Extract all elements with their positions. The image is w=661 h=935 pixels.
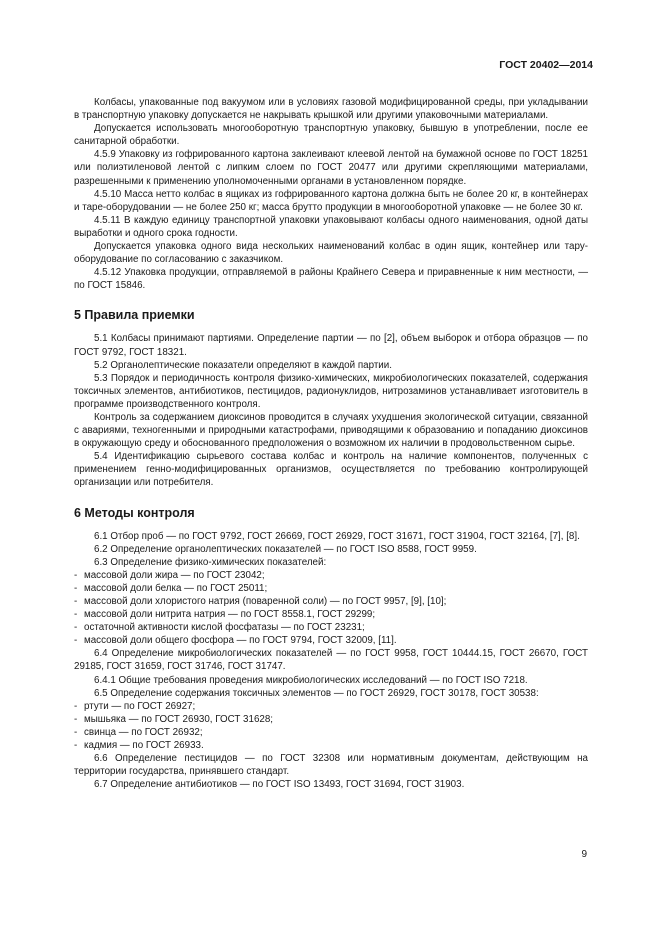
list-item: - кадмия — по ГОСТ 26933. <box>74 740 204 752</box>
list-item: - ртути — по ГОСТ 26927; <box>74 700 196 712</box>
section-5-heading: 5 Правила приемки <box>74 308 195 323</box>
clause-4-5-9: 4.5.9 Упаковку из гофрированного картона заклеивают клеевой лентой на бумажной основе по ГОСТ 18251 или полиэтиленовой лентой с липким слоем по ГОСТ 20477 или другими скрепляющими материалами, разрешенными к применению уполномоченными органами в установленном порядке. <box>74 149 588 187</box>
list-item: - мышьяка — по ГОСТ 26930, ГОСТ 31628; <box>74 713 274 725</box>
paragraph: Допускается использовать многооборотную транспортную упаковку, бывшую в употреблении, после ее санитарной обработки. <box>74 123 588 148</box>
page-content <box>74 96 588 791</box>
document-code: ГОСТ 20402—2014 <box>499 59 593 71</box>
list-item: - массовой доли хлористого натрия (поваренной соли) — по ГОСТ 9957, [9], [10]; <box>74 596 447 607</box>
list-6-5 <box>74 700 588 752</box>
list-item: - массовой доли белка — по ГОСТ 25011; <box>74 582 268 594</box>
list-6-3 <box>74 569 588 648</box>
list-item: - массовой доли жира — по ГОСТ 23042; <box>74 569 265 581</box>
list-item: - свинца — по ГОСТ 26932; <box>74 726 203 738</box>
clause-6-4: 6.4 Определение микробиологических показателей — по ГОСТ 9958, ГОСТ 10444.15, ГОСТ 26670, ГОСТ 29185, ГОСТ 31659, ГОСТ 31746, ГОСТ 31747. <box>74 648 588 673</box>
list-item: - остаточной активности кислой фосфатазы — по ГОСТ 23231; <box>74 622 365 634</box>
paragraph: Допускается упаковка одного вида нескольких наименований колбас в один ящик, контейнер или тару-оборудование по согласованию с заказчиком. <box>74 241 588 266</box>
list-item: - массовой доли нитрита натрия — по ГОСТ 8558.1, ГОСТ 29299; <box>74 609 376 621</box>
clause-6-6: 6.6 Определение пестицидов — по ГОСТ 32308 или нормативным документам, действующим на территории государства, принявшего стандарт. <box>74 753 588 778</box>
clause-5-2: 5.2 Органолептические показатели определяют в каждой партии. <box>94 359 392 371</box>
clause-6-1: 6.1 Отбор проб — по ГОСТ 9792, ГОСТ 26669, ГОСТ 26929, ГОСТ 31671, ГОСТ 31904, ГОСТ 32164, [7], [8]. <box>94 530 580 542</box>
clause-5-1: 5.1 Колбасы принимают партиями. Определение партии — по [2], объем выборок и отбора образцов — по ГОСТ 9792, ГОСТ 18321. <box>74 333 588 358</box>
page-number: 9 <box>581 849 587 860</box>
clause-6-3: 6.3 Определение физико-химических показателей: <box>94 556 327 568</box>
clause-4-5-10: 4.5.10 Масса нетто колбас в ящиках из гофрированного картона должна быть не более 20 кг, в контейнерах и таре-оборудовании — не более 250 кг; масса брутто продукции в многооборотной упаковке — не более 30 кг. <box>74 188 588 213</box>
clause-5-3: 5.3 Порядок и периодичность контроля физико-химических, микробиологических показателей, содержания токсичных элементов, антибиотиков, пестицидов, радионуклидов, нитрозаминов устанавливает изготовитель в программе производственного контроля. <box>74 372 588 410</box>
clause-6-4-1: 6.4.1 Общие требования проведения микробиологических исследований — по ГОСТ ISO 7218. <box>94 674 528 686</box>
clause-5-4: 5.4 Идентификацию сырьевого состава колбас и контроль на наличие компонентов, полученных с применением генно-модифицированных организмов, осуществляется по требованию контролирующей организации или потребителя. <box>74 451 588 489</box>
list-item: - массовой доли общего фосфора — по ГОСТ 9794, ГОСТ 32009, [11]. <box>74 635 397 647</box>
clause-6-5: 6.5 Определение содержания токсичных элементов — по ГОСТ 26929, ГОСТ 30178, ГОСТ 30538: <box>94 687 539 699</box>
clause-6-7: 6.7 Определение антибиотиков — по ГОСТ ISO 13493, ГОСТ 31694, ГОСТ 31903. <box>94 779 465 791</box>
paragraph: Колбасы, упакованные под вакуумом или в условиях газовой модифицированной среды, при укладывании в транспортную упаковку допускается не накрывать крышкой или другими упаковочными материалами. <box>74 97 588 122</box>
clause-4-5-12: 4.5.12 Упаковка продукции, отправляемой в районы Крайнего Севера и приравненные к ним местности, — по ГОСТ 15846. <box>74 267 588 292</box>
paragraph: Контроль за содержанием диоксинов проводится в случаях ухудшения экологической ситуации, связанной с авариями, техногенными и природными катастрофами, приводящими к образованию и попаданию диоксинов в окружающую среду и обоснованного предположения о возможном их наличии в продовольственном сырье. <box>74 411 588 450</box>
clause-4-5-11: 4.5.11 В каждую единицу транспортной упаковки упаковывают колбасы одного наименования, одной даты выработки и одного срока годности. <box>74 214 588 239</box>
section-6-heading: 6 Методы контроля <box>74 505 195 520</box>
clause-6-2: 6.2 Определение органолептических показателей — по ГОСТ ISO 8588, ГОСТ 9959. <box>94 543 477 555</box>
